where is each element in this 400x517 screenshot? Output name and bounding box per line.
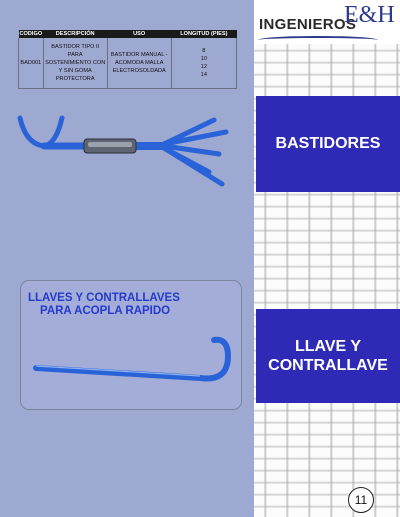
cell-lengths [171, 38, 236, 89]
length-value: 10 [200, 56, 207, 62]
panel-title-line2: PARA ACOPLA RAPIDO [40, 305, 171, 317]
panel-title [28, 292, 228, 318]
banner-bastidores: BASTIDORES [256, 96, 400, 192]
cell-use: BASTIDOR MANUAL - ACOMODA MALLA ELECTROSOLDADA [107, 38, 171, 89]
length-value: 8 [202, 48, 206, 54]
spec-table-header [19, 30, 237, 38]
banner-llave-line2: CONTRALLAVE [268, 357, 388, 374]
length-value: 12 [200, 64, 207, 70]
panel-title-line1: LLAVES Y CONTRALLAVES [28, 292, 180, 304]
logo-brand: INGENIEROS [259, 16, 357, 33]
banner-llave-line1: LLAVE Y [294, 338, 362, 355]
logo-mark: E&H [344, 2, 395, 28]
key-hook-tool-image [30, 332, 240, 392]
page-number: 11 [348, 487, 374, 513]
textured-sidebar [254, 0, 400, 517]
length-value: 14 [200, 72, 207, 78]
header-codigo: CODIGO [19, 31, 43, 37]
logo-swoosh-icon [258, 36, 378, 44]
banner-llave [256, 309, 400, 403]
table-row [19, 38, 237, 89]
cell-description: BASTIDOR TIPO II PARA SOSTENIMIENTO CON Y SIN GOMA PROTECTORA [43, 38, 107, 89]
cell-code: BAD001 [19, 38, 44, 89]
spec-table [18, 30, 237, 89]
header-uso: USO [107, 30, 171, 38]
header-longitud: LONGITUD (PIES) [171, 30, 236, 38]
bastidor-tool-image [14, 110, 244, 200]
header-descripcion: DESCRIPCIÓN [43, 30, 107, 38]
